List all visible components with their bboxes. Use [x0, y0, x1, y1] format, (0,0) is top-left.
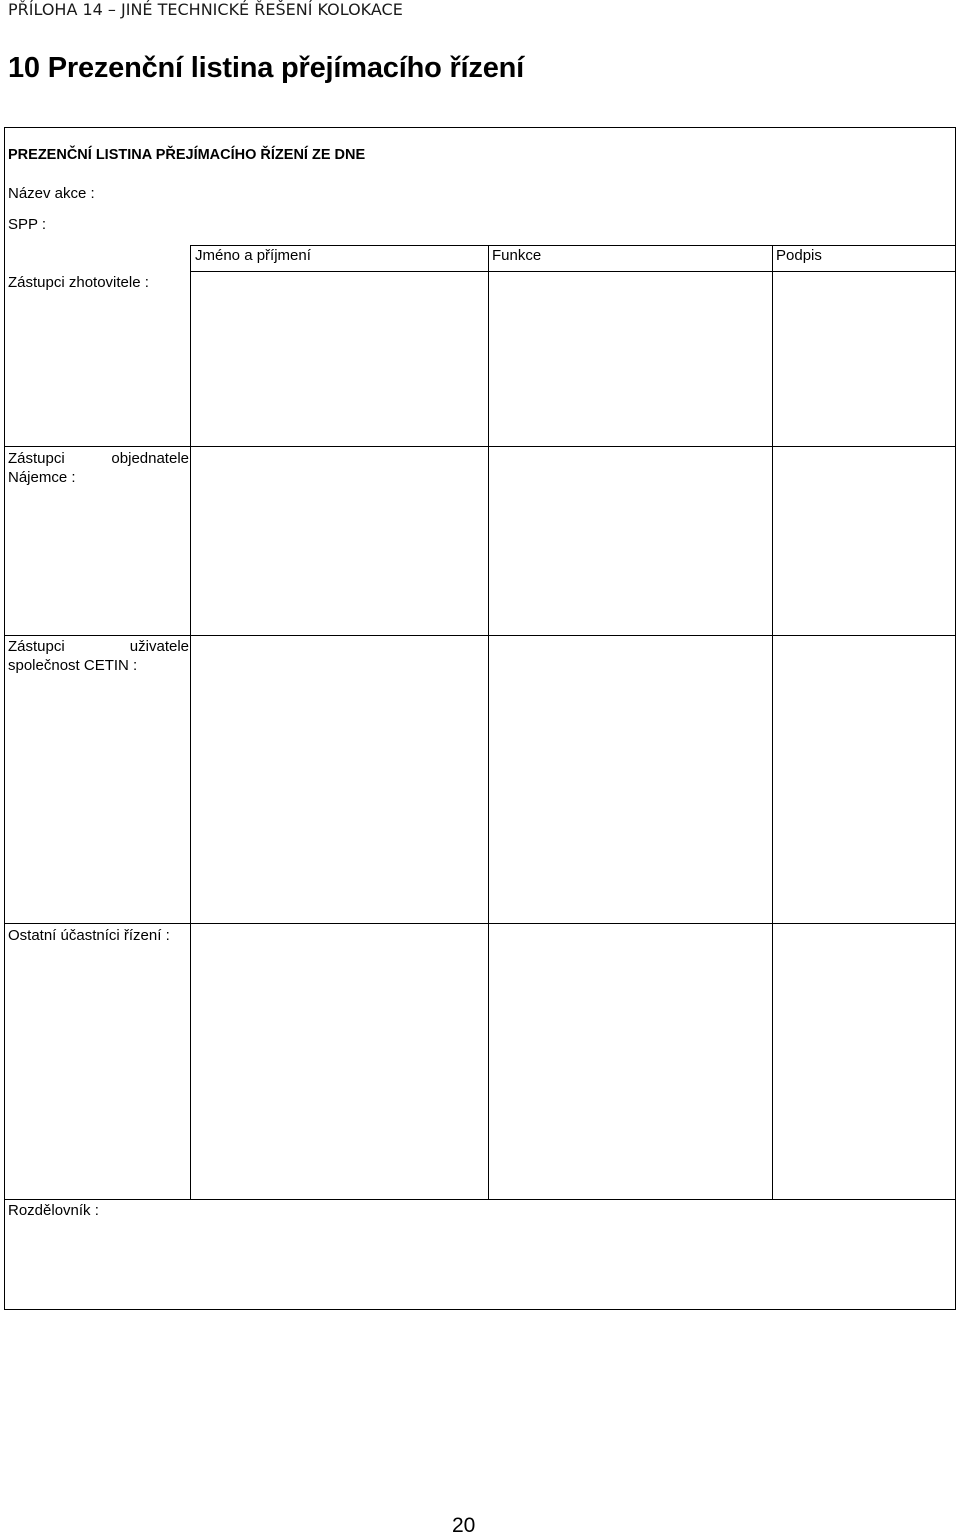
section-label-text: Zástupci [8, 450, 65, 467]
column-header-name: Jméno a příjmení [195, 247, 311, 264]
column-header-bottom-border [190, 271, 956, 272]
section-label-text: Ostatní účastníci řízení : [8, 927, 170, 944]
section-label-client: Zástupci objednatele Nájemce : [8, 450, 189, 486]
spp-label: SPP : [8, 216, 47, 233]
table-top-border [190, 245, 956, 246]
attendance-form-frame [4, 127, 956, 1310]
section-divider [4, 1199, 956, 1200]
section-label-text: Zástupci zhotovitele : [8, 274, 149, 291]
section-divider [4, 923, 956, 924]
section-label-text: Zástupci [8, 638, 65, 655]
column-divider-function [772, 245, 773, 1200]
form-title: PREZENČNÍ LISTINA PŘEJÍMACÍHO ŘÍZENÍ ZE DNE [8, 147, 366, 163]
section-label-user: Zástupci uživatele společnost CETIN : [8, 638, 189, 674]
column-divider-label [190, 245, 191, 1200]
page-title: 10 Prezenční listina přejímacího řízení [8, 52, 524, 84]
page-number: 20 [452, 1514, 476, 1537]
event-name-label: Název akce : [8, 185, 95, 202]
section-label-others [8, 926, 189, 945]
section-label-contractor [8, 273, 189, 292]
column-header-function: Funkce [492, 247, 542, 264]
column-divider-name [488, 245, 489, 1200]
distribution-label: Rozdělovník : [8, 1202, 99, 1219]
section-divider [4, 446, 956, 447]
column-header-signature: Podpis [776, 247, 822, 264]
section-divider [4, 635, 956, 636]
running-header: PŘÍLOHA 14 – JINÉ TECHNICKÉ ŘEŠENÍ KOLOKACE [8, 0, 403, 19]
